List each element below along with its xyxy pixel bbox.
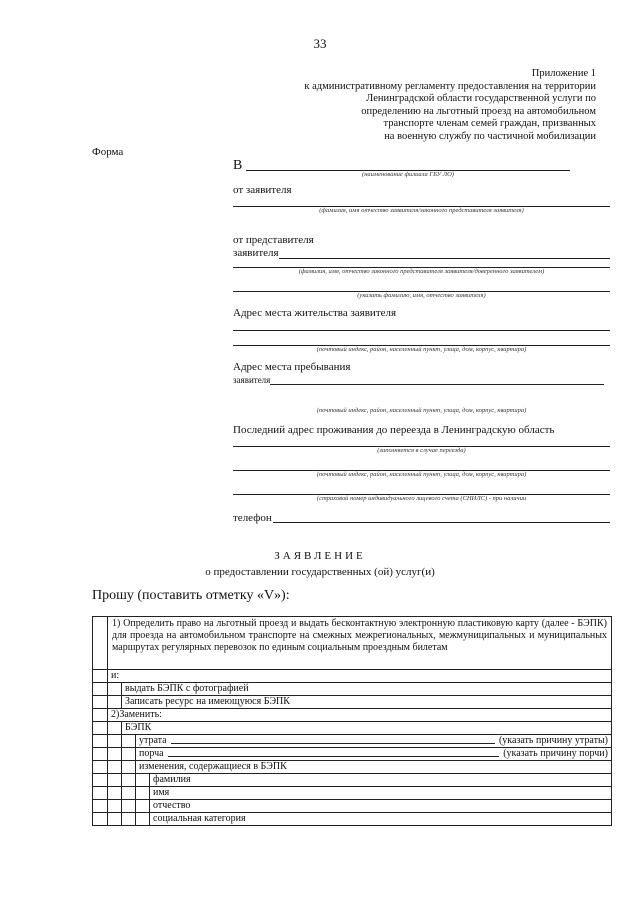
from-applicant-label: от заявителя: [233, 184, 292, 196]
damage-label: порча: [139, 748, 164, 759]
spacer-cell: [107, 800, 121, 812]
checkbox-cell[interactable]: [135, 800, 149, 812]
appendix-line: Ленинградской области государственной услуги по: [366, 93, 596, 105]
spacer-cell: [107, 748, 121, 760]
stay-caption: (почтовый индекс, район, населенный пункт, улица, дом, корпус, квартира): [316, 407, 527, 414]
stay-label-2: заявителя: [233, 375, 271, 385]
damage-reason-line[interactable]: [168, 748, 500, 757]
checkbox-cell[interactable]: [107, 696, 121, 708]
spacer-cell: [93, 748, 107, 760]
surname-label: фамилия: [149, 774, 611, 786]
document-title: ЗАЯВЛЕНИЕ: [274, 550, 366, 562]
damage-field[interactable]: [135, 748, 611, 760]
spacer-cell: [107, 813, 121, 825]
spacer-cell: [107, 774, 121, 786]
spacer-cell: [121, 774, 135, 786]
representative-caption-2: (указать фамилию, имя, отчество заявителя): [357, 292, 486, 299]
damage-note: (указать причину порчи): [503, 748, 608, 759]
table-row-social-category: [93, 812, 611, 825]
stay-line[interactable]: [270, 384, 604, 385]
appendix-line: транспорте членам семей граждан, призванных: [383, 118, 596, 130]
checkbox-cell[interactable]: [107, 683, 121, 695]
checkbox-cell[interactable]: [107, 722, 121, 734]
spacer-cell: [93, 813, 107, 825]
record-resource-label: Записать ресурс на имеющуюся БЭПК: [121, 696, 611, 708]
table-row-record-resource: [93, 695, 611, 708]
table-row-damage: [93, 747, 611, 760]
appendix-line: определению на льготный проезд на автомобильном: [361, 105, 596, 117]
table-row-bepk: [93, 721, 611, 734]
spacer-cell: [93, 683, 107, 695]
checkbox-cell[interactable]: [93, 670, 107, 682]
table-row-loss: [93, 734, 611, 747]
table-row-changes: [93, 760, 611, 773]
residence-label: Адрес места жительства заявителя: [233, 307, 397, 319]
to-caption: (наименование филиала ГБУ ЛО): [362, 171, 454, 178]
table-row-patronymic: [93, 799, 611, 812]
checkbox-cell[interactable]: [121, 748, 135, 760]
table-row-issue-photo: [93, 682, 611, 695]
spacer-cell: [93, 735, 107, 747]
loss-label: утрата: [139, 735, 167, 746]
applicant-caption: (фамилия, имя отчество заявителя/законного представителя заявителя): [319, 207, 524, 214]
residence-line-1[interactable]: [233, 330, 610, 331]
item1-text: 1) Определить право на льготный проезд и выдать бесконтактную электронную пластиковую карту (далее - БЭПК) для проезда на автомобильном транспорте на смежных межрегиональных, межмуниципальных и муниципальных маршрутах регулярных перевозок по единым социальным проездным билетам: [107, 617, 611, 669]
request-line: Прошу (поставить отметку «V»):: [92, 588, 290, 603]
checkbox-cell[interactable]: [93, 709, 107, 721]
document-subtitle: о предоставлении государственных (ой) услуг(и): [205, 566, 435, 578]
checkbox-cell[interactable]: [135, 774, 149, 786]
name-label: имя: [149, 787, 611, 799]
bepk-label: БЭПК: [121, 722, 611, 734]
last-address-label: Последний адрес проживания до переезда в Ленинградскую область: [233, 424, 555, 436]
phone-label: телефон: [233, 512, 272, 524]
checkbox-cell[interactable]: [121, 761, 135, 773]
spacer-cell: [93, 774, 107, 786]
spacer-cell: [93, 787, 107, 799]
representative-label-2: заявителя: [233, 247, 279, 259]
last-address-caption-2: (почтовый индекс, район, населенный пункт, улица, дом, корпус, квартира): [316, 471, 527, 478]
snils-caption: (страховой номер индивидуального лицевого счета (СНИЛС) - при наличии: [316, 495, 527, 502]
changes-label: изменения, содержащиеся в БЭПК: [135, 761, 611, 773]
loss-field[interactable]: [135, 735, 611, 747]
page-number: 33: [313, 36, 327, 51]
phone-line[interactable]: [273, 522, 610, 523]
issue-photo-label: выдать БЭПК с фотографией: [121, 683, 611, 695]
representative-line[interactable]: [279, 258, 610, 259]
checkbox-cell[interactable]: [135, 813, 149, 825]
appendix-block: [276, 68, 596, 144]
spacer-cell: [121, 800, 135, 812]
and-label: и:: [107, 670, 611, 682]
item2-label: 2)Заменить:: [107, 709, 611, 721]
loss-note: (указать причину утраты): [498, 735, 608, 746]
table-row-name: [93, 786, 611, 799]
stay-label: Адрес места пребывания: [233, 361, 351, 373]
spacer-cell: [93, 722, 107, 734]
social-category-label: социальная категория: [149, 813, 611, 825]
spacer-cell: [121, 787, 135, 799]
loss-reason-line[interactable]: [171, 735, 495, 744]
table-row-and: [93, 669, 611, 682]
appendix-line: к административному регламенту предоставления на территории: [304, 80, 596, 92]
patronymic-label: отчество: [149, 800, 611, 812]
table-row-surname: [93, 773, 611, 786]
table-row-item1: [93, 617, 611, 669]
checkbox-cell[interactable]: [135, 787, 149, 799]
checkbox-cell[interactable]: [93, 617, 107, 669]
from-representative-label: от представителя: [233, 234, 314, 246]
spacer-cell: [107, 761, 121, 773]
appendix-line: Приложение 1: [531, 68, 596, 79]
residence-caption: (почтовый индекс, район, населенный пункт, улица, дом, корпус, квартира): [316, 346, 527, 353]
spacer-cell: [107, 787, 121, 799]
spacer-cell: [121, 813, 135, 825]
spacer-cell: [107, 735, 121, 747]
table-row-item2: [93, 708, 611, 721]
last-address-caption-1: (заполняется в случае переезда): [377, 447, 466, 454]
checkbox-cell[interactable]: [121, 735, 135, 747]
form-label: Форма: [92, 146, 124, 158]
appendix-line: на военную службу по частичной мобилизации: [384, 130, 596, 142]
to-prefix: В: [233, 158, 243, 173]
representative-caption: (фамилия, имя, отчество законного представителя заявителя/доверенного заявителем): [298, 268, 545, 275]
spacer-cell: [93, 696, 107, 708]
spacer-cell: [93, 761, 107, 773]
services-table: [92, 616, 612, 826]
spacer-cell: [93, 800, 107, 812]
